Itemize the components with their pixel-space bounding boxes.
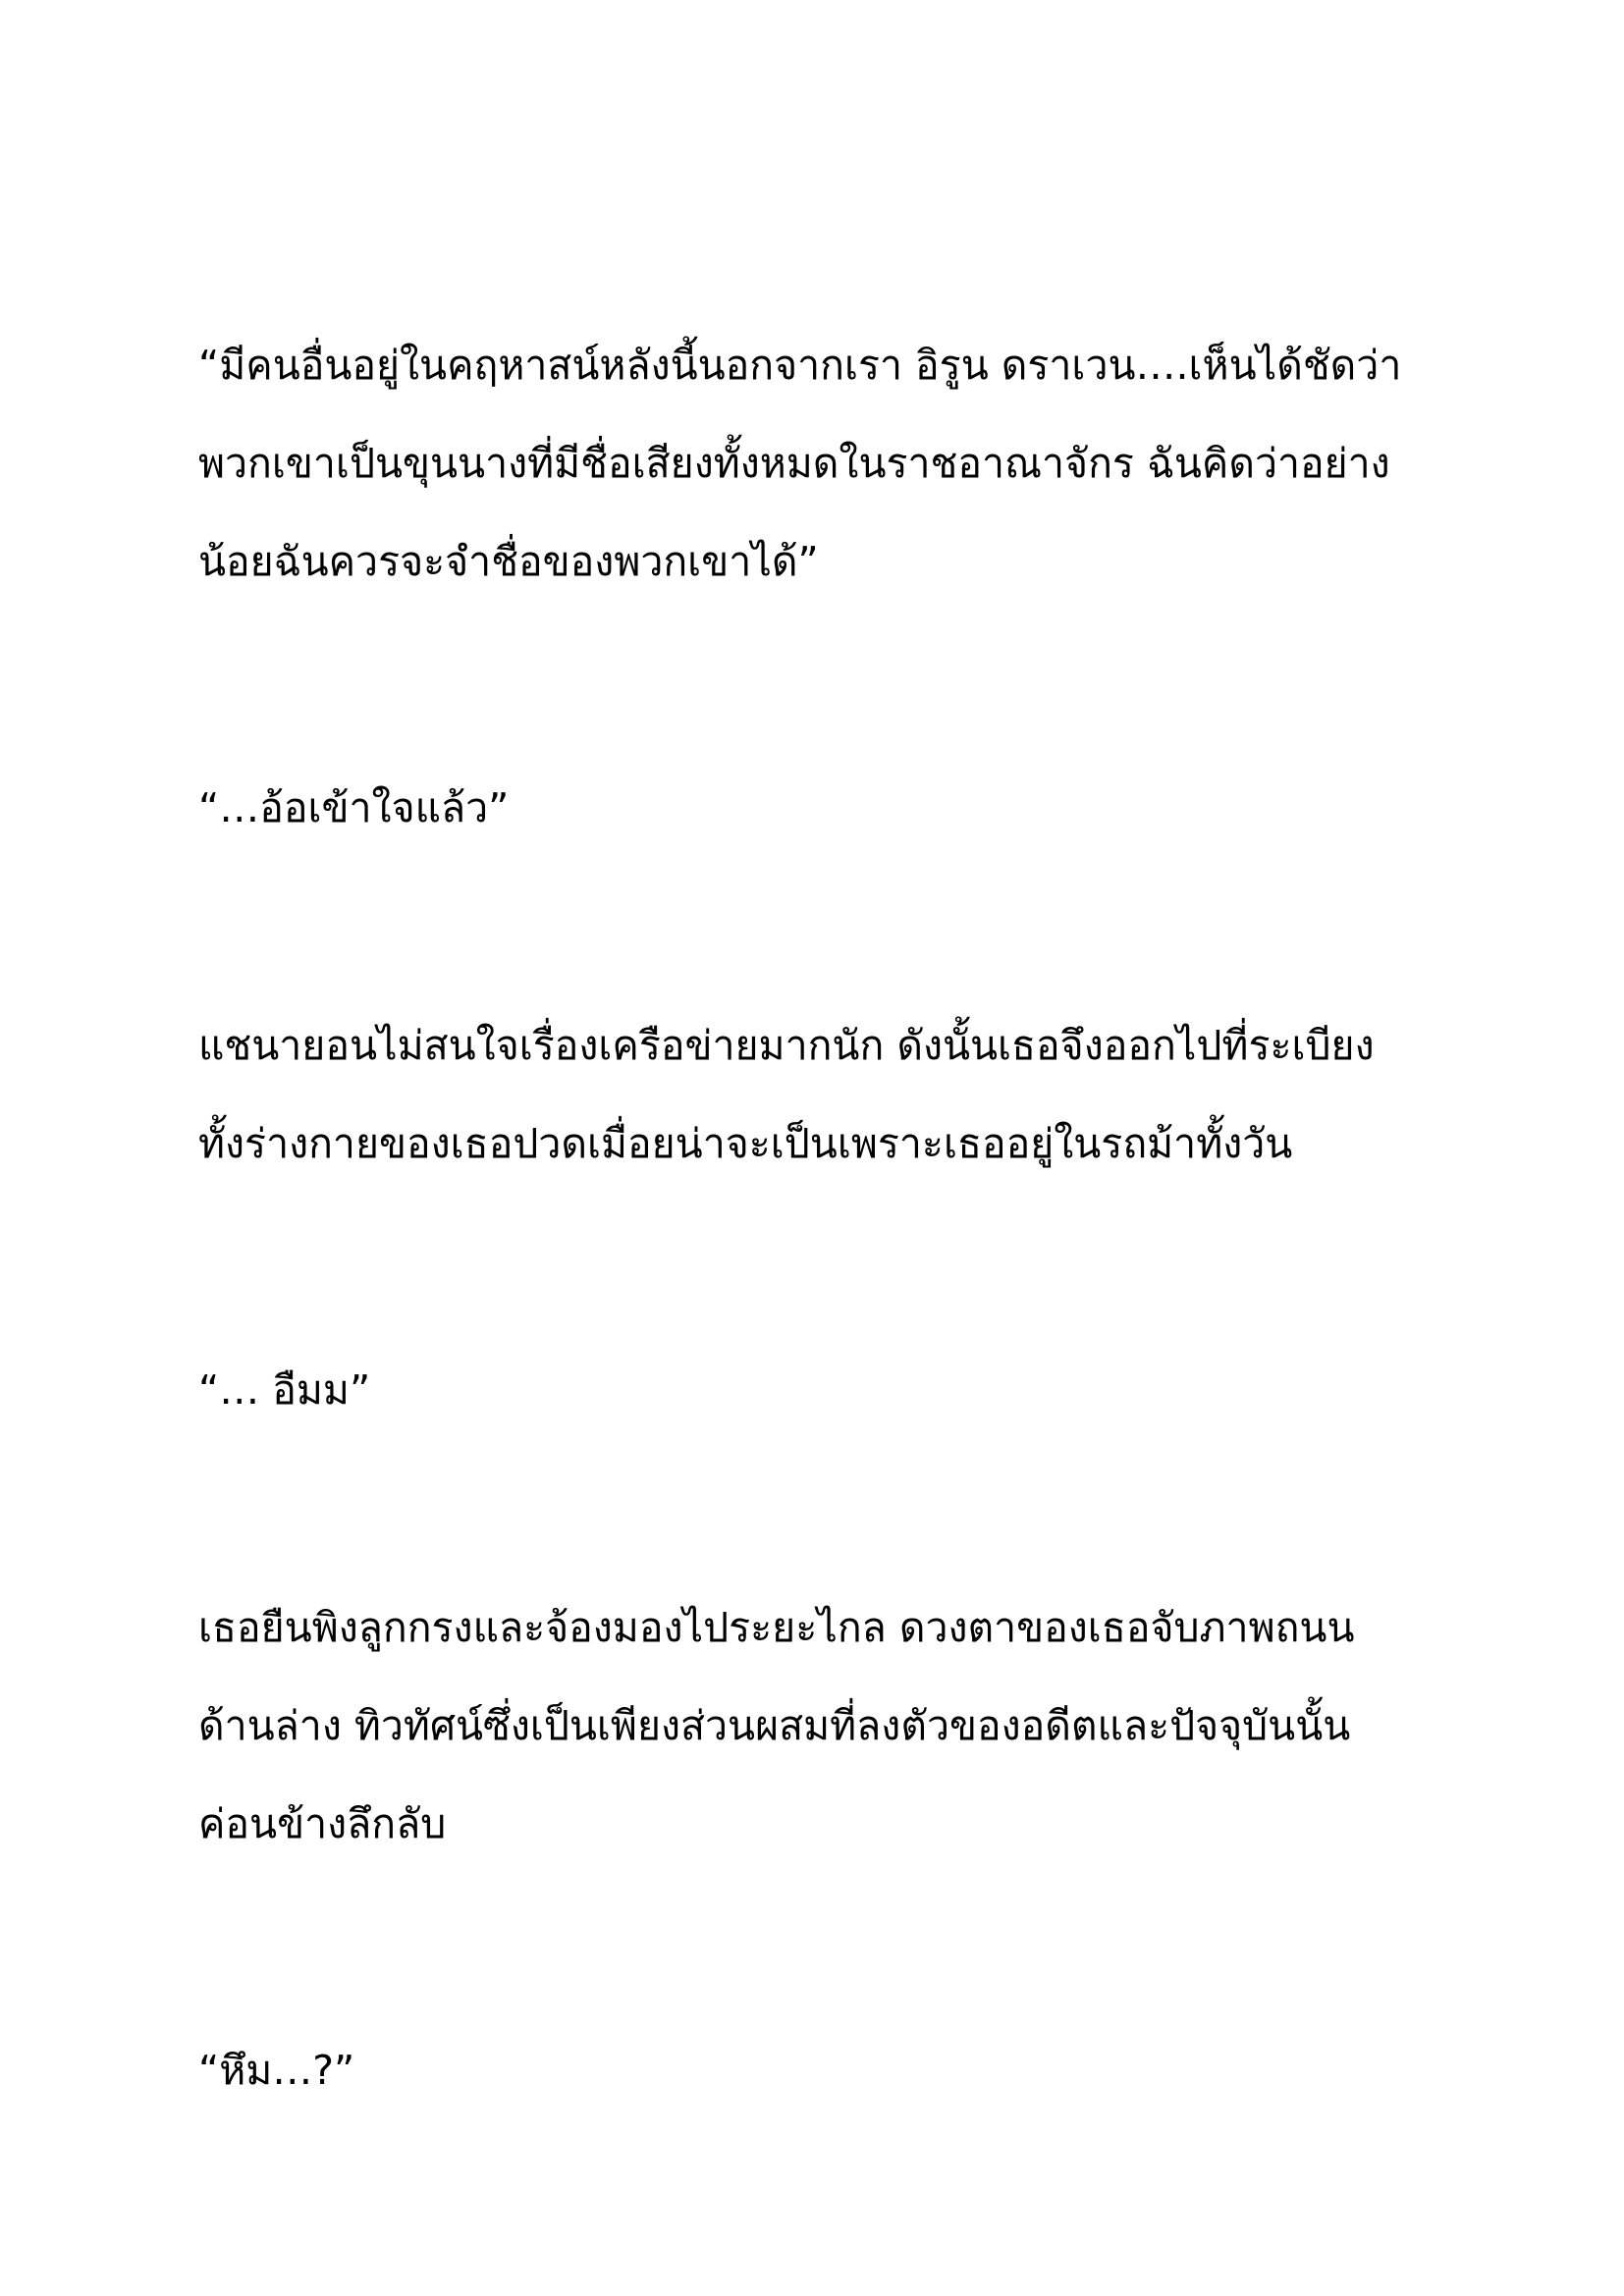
text-line: “มีคนอื่นอยู่ในคฤหาสน์หลังนี้นอกจากเรา อิรูน ดราเวน….เห็นได้ชัดว่า xyxy=(198,342,1402,389)
text-line: น้อยฉันควรจะจำชื่อของพวกเขาได้” xyxy=(198,538,819,585)
paragraph-narration-1 xyxy=(198,996,1435,1193)
text-line: ค่อนข้างลึกลับ xyxy=(198,1800,447,1847)
paragraph-dialogue-3 xyxy=(198,1341,1435,1439)
paragraph-dialogue-2 xyxy=(198,759,1435,857)
paragraph-narration-2 xyxy=(198,1578,1435,1873)
text-line: แชนายอนไม่สนใจเรื่องเครือข่ายมากนัก ดังนั้นเธอจึงออกไปที่ระเบียง xyxy=(198,1022,1375,1069)
text-line: เธอยืนพิงลูกกรงและจ้องมองไประยะไกล ดวงตาของเธอจับภาพถนน xyxy=(198,1604,1355,1651)
text-line: “…อ้อเข้าใจแล้ว” xyxy=(198,784,510,831)
paragraph-dialogue-1 xyxy=(198,316,1435,611)
text-line: ทั้งร่างกายของเธอปวดเมื่อยน่าจะเป็นเพราะเธออยู่ในรถม้าทั้งวัน xyxy=(198,1120,1293,1167)
text-line: พวกเขาเป็นขุนนางที่มีชื่อเสียงทั้งหมดในราชอาณาจักร ฉันคิดว่าอย่าง xyxy=(198,440,1390,487)
paragraph-dialogue-4 xyxy=(198,2021,1435,2119)
text-line: ด้านล่าง ทิวทัศน์ซึ่งเป็นเพียงส่วนผสมที่ลงตัวของอดีตและปัจจุบันนั้น xyxy=(198,1702,1351,1749)
text-line: “… อืมม” xyxy=(198,1366,371,1414)
text-line: “หึม…?” xyxy=(198,2047,355,2094)
